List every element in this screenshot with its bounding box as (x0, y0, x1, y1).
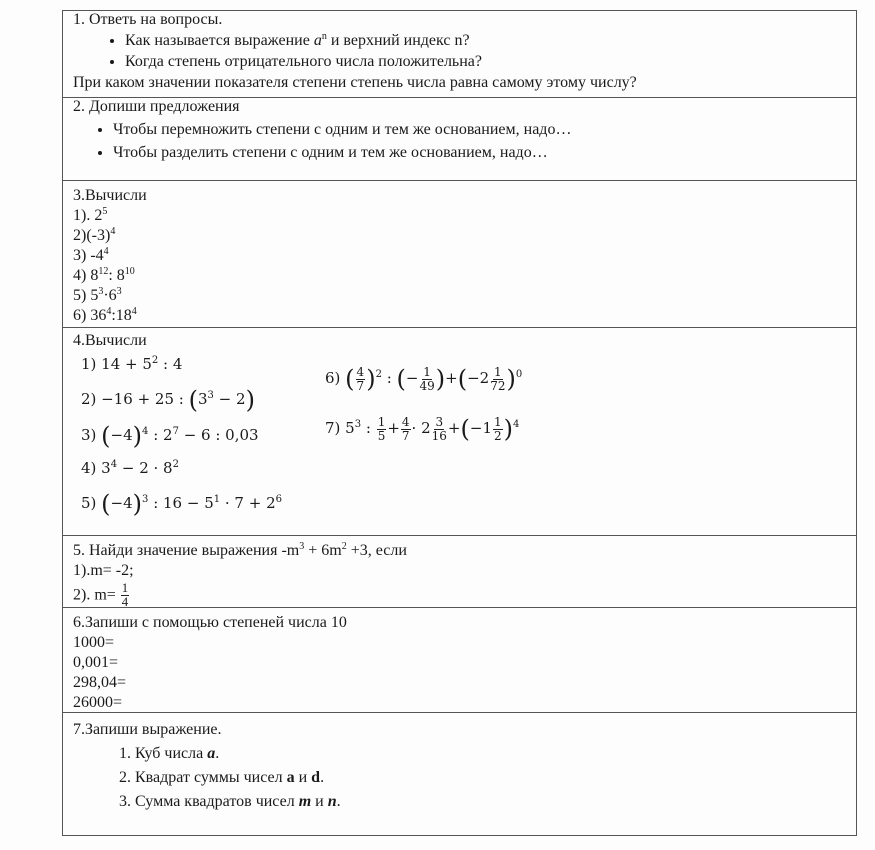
variable: a (313, 32, 322, 49)
exercise-item (73, 267, 846, 284)
denominator: 5 (377, 428, 386, 443)
denominator: 49 (419, 378, 435, 393)
expr-text: 3) -4 (73, 247, 104, 264)
variable: n (327, 793, 337, 810)
expr-text: : 2 (148, 426, 173, 444)
expr-text: Когда степень отрицательного числа положительна? (125, 53, 482, 70)
exponent: 3 (142, 494, 149, 505)
fraction (432, 416, 447, 442)
section-5-title (73, 542, 846, 559)
expr-text: +3, если (346, 542, 407, 559)
question-item (125, 53, 846, 70)
expr-text: . (336, 793, 341, 810)
exponent: 4 (142, 426, 149, 437)
expr-text: −4 (110, 426, 133, 444)
section-4 (63, 328, 856, 536)
parenthesis: ) (503, 415, 514, 444)
expr-text: 1) 14 + 5 (81, 355, 152, 373)
section-7 (63, 713, 856, 837)
exponent: 4 (106, 306, 112, 317)
expr-text: . (320, 769, 325, 786)
numerator: 1 (377, 415, 386, 429)
expr-text: и верхний индекс n? (326, 32, 470, 49)
expr-text: 3) (81, 426, 102, 444)
expr-text: Квадрат суммы чисел (135, 769, 287, 786)
exponent: 1 (213, 494, 221, 505)
expr-text: 5) (81, 494, 102, 512)
exponent: 2 (341, 541, 347, 552)
numerator: 3 (435, 415, 444, 429)
exponent: 7 (172, 426, 179, 437)
expr-text: :18 (111, 307, 132, 324)
expr-text: 1).m= -2; (73, 562, 134, 579)
section-6 (63, 608, 856, 713)
exponent: 12 (98, 266, 109, 277)
exponent: 2 (151, 355, 159, 366)
exponent: 6 (275, 494, 282, 505)
exponent: 3 (98, 286, 104, 297)
parenthesis: ( (345, 365, 355, 394)
fraction (493, 416, 503, 442)
expr-text: − 2 · 8 (117, 459, 173, 477)
numerator: 1 (494, 415, 502, 429)
exercise-item (81, 356, 182, 373)
expr-text: − 2 (213, 390, 246, 408)
exponent: 4 (110, 226, 116, 237)
exponent: 3 (207, 390, 214, 401)
numerator: 1 (121, 581, 129, 595)
question-item (125, 32, 846, 49)
denominator: 7 (401, 428, 410, 443)
numerator: 4 (356, 365, 365, 379)
fraction (356, 366, 366, 392)
expr-text: −4 (110, 494, 133, 512)
fraction (490, 366, 505, 392)
expr-text: Чтобы перемножить степени с одним и тем же основанием, надо… (113, 121, 572, 138)
exponent: 2 (375, 369, 382, 381)
exercise-item (325, 416, 519, 442)
expr-text: − 6 : 0,03 (178, 426, 259, 444)
expr-text: и (311, 793, 328, 810)
expr-text: + (387, 419, 400, 438)
expr-text: : 16 − 5 (148, 494, 214, 512)
fraction (419, 366, 434, 392)
expr-text: + (447, 419, 461, 438)
fraction (121, 582, 129, 610)
exercise-item (73, 207, 846, 224)
parenthesis: ) (366, 365, 376, 394)
exercise-item: 0,001= (73, 654, 119, 671)
numerator: 1 (423, 365, 431, 379)
expr-text: 4) 8 (73, 267, 99, 284)
expr-text: 4) 3 (81, 459, 111, 477)
numerator: 4 (401, 415, 410, 429)
exponent: 0 (515, 369, 523, 381)
expr-text: : 8 (108, 267, 125, 284)
expr-text: 2) −16 + 25 : (81, 390, 189, 408)
expr-text: −2 (467, 369, 490, 388)
exponent: 4 (131, 306, 137, 317)
exponent: 2 (172, 459, 179, 470)
numerator: 1 (494, 365, 502, 379)
expr-text: : 4 (158, 355, 183, 373)
section-6-title: 6.Запиши с помощью степеней числа 10 (73, 614, 347, 631)
exercise-item (73, 562, 846, 579)
expr-text: + 6m (304, 542, 342, 559)
exponent: 4 (110, 459, 118, 470)
parenthesis: ) (132, 422, 143, 450)
fraction (377, 416, 387, 442)
section-7-title: 7.Запиши выражение. (73, 721, 222, 738)
parenthesis: ( (460, 415, 470, 444)
exercise-item (81, 424, 259, 448)
parenthesis: ) (132, 490, 143, 518)
parenthesis: ) (506, 365, 516, 394)
variable: a (286, 769, 295, 786)
exercise-item (81, 460, 179, 477)
parenthesis: ) (245, 386, 255, 414)
section-1-title: 1. Ответь на вопросы. (73, 11, 223, 28)
expr-text: : (381, 369, 397, 388)
expr-text: · 2 (411, 419, 431, 438)
expr-text: 1). 2 (73, 207, 103, 224)
exercise-item (73, 582, 846, 610)
exponent: 4 (103, 246, 109, 257)
exponent: 10 (124, 266, 135, 277)
section-3 (63, 181, 856, 328)
expr-text: 5) 5 (73, 287, 99, 304)
section-4-title: 4.Вычисли (73, 332, 147, 349)
variable: a (207, 745, 216, 762)
fraction (401, 416, 411, 442)
exponent: 5 (102, 206, 108, 217)
section-2-title: 2. Допиши предложения (73, 98, 240, 115)
task-item (135, 793, 846, 810)
exercise-item (325, 366, 522, 392)
expr-text: Чтобы разделить степени с одним и тем же основанием, надо… (113, 144, 548, 161)
denominator: 72 (490, 378, 506, 393)
question-item: При каком значении показателя степени степень числа равна самому этому числу? (73, 74, 637, 91)
sentence-item (113, 144, 846, 161)
expr-text: ·6 (103, 287, 117, 304)
exercise-item (73, 307, 846, 324)
exponent: 4 (513, 419, 520, 431)
expr-text: . (215, 745, 220, 762)
section-5 (63, 536, 856, 608)
parenthesis: ) (435, 365, 446, 394)
variable: d (311, 769, 321, 786)
exponent: 3 (299, 541, 305, 552)
denominator: 16 (431, 428, 447, 443)
expr-text: 2)(-3) (73, 227, 111, 244)
denominator: 7 (356, 378, 365, 393)
expr-text: − (405, 369, 419, 388)
exercise-item: 1000= (73, 634, 115, 651)
parenthesis: ( (101, 422, 111, 450)
parenthesis: ( (457, 365, 468, 394)
expr-text: : (361, 419, 376, 438)
expr-text: Как называется выражение (125, 32, 314, 49)
exercise-item (73, 247, 846, 264)
exercise-item (81, 492, 282, 516)
expr-text: Куб числа (135, 745, 208, 762)
expr-text: 5. Найди значение выражения -m (73, 542, 300, 559)
exponent: n (321, 31, 327, 42)
exponent: 3 (354, 419, 362, 431)
variable: m (298, 793, 312, 810)
exercise-item (73, 227, 846, 244)
task-item (135, 745, 846, 762)
denominator: 4 (121, 595, 129, 610)
expr-text: · 7 + 2 (220, 494, 276, 512)
expr-text: 6) (325, 369, 346, 388)
exercise-item: 298,04= (73, 674, 127, 691)
expr-text: + (445, 369, 458, 388)
expr-text: 3 (197, 390, 208, 408)
exponent: 3 (116, 286, 122, 297)
expr-text: 2). m= (73, 586, 120, 604)
parenthesis: ( (101, 490, 111, 518)
expr-text: и (294, 769, 312, 786)
expr-text: 6) 36 (73, 307, 107, 324)
section-2 (63, 98, 856, 181)
denominator: 2 (494, 428, 502, 443)
exercise-item (73, 287, 846, 304)
expr-text: 7) 5 (325, 419, 355, 438)
section-3-title: 3.Вычисли (73, 187, 147, 204)
section-1 (63, 11, 856, 98)
expr-text: Сумма квадратов чисел (135, 793, 299, 810)
exercise-item: 26000= (73, 694, 123, 711)
exercise-item (81, 388, 255, 412)
expr-text: −1 (469, 419, 492, 438)
parenthesis: ( (396, 365, 406, 394)
parenthesis: ( (188, 386, 198, 414)
worksheet-table (62, 10, 857, 836)
sentence-item (113, 121, 846, 138)
task-item (135, 769, 846, 786)
